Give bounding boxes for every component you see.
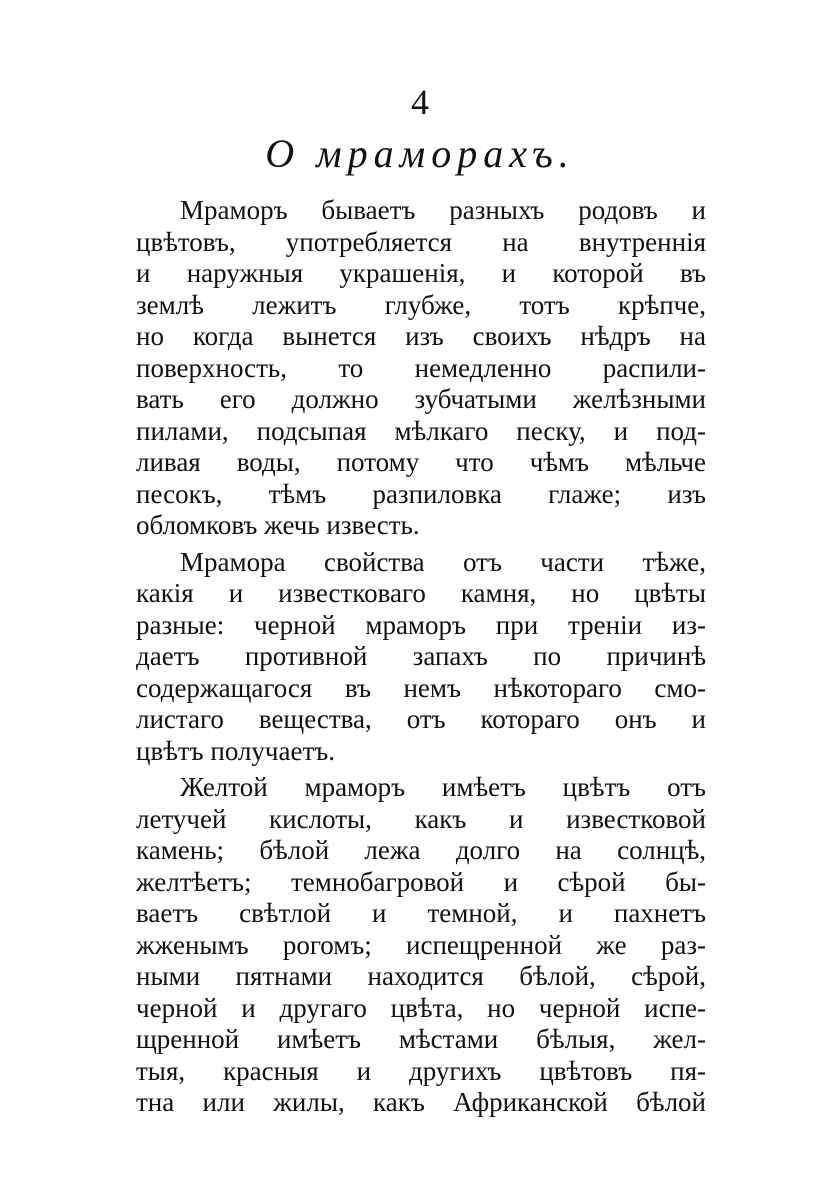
- body-text: [136, 195, 706, 1119]
- text-line: цвѣтовъ, употребляется на внутреннія: [136, 226, 706, 257]
- text-line: ливая воды, потому что чѣмъ мѣльче: [136, 447, 706, 477]
- text-line: желтѣетъ; темнобагровой и сѣрой бы-: [136, 866, 706, 897]
- text-line: жженымъ рогомъ; испещренной же раз-: [136, 929, 706, 960]
- text-line: вать его должно зубчатыми желѣзными: [136, 384, 706, 414]
- text-line: щренной имѣетъ мѣстами бѣлыя, жел-: [136, 1024, 706, 1054]
- page-number: 4: [411, 82, 429, 122]
- paragraph-1: [136, 195, 706, 542]
- text-line: тна или жилы, какъ Африканской бѣлой: [136, 1087, 706, 1117]
- text-line: но когда вынется изъ своихъ нѣдръ на: [136, 321, 706, 351]
- paragraph-3: [136, 772, 706, 1119]
- text-line: тыя, красныя и другихъ цвѣтовъ пя-: [136, 1055, 706, 1086]
- paragraph-2: [136, 547, 706, 768]
- text-line: летучей кислоты, какъ и известковой: [136, 803, 706, 834]
- text-line: даетъ противной запахъ по причинѣ: [136, 641, 706, 671]
- section-heading: О мраморахъ.: [265, 131, 575, 176]
- text-line: содержащагося въ немъ нѣкотораго смо-: [136, 672, 706, 703]
- text-line: ными пятнами находится бѣлой, сѣрой,: [136, 961, 706, 991]
- text-line: обломковъ жечь известь.: [136, 510, 420, 540]
- text-line: Мрамора свойства отъ части тѣже,: [180, 546, 706, 577]
- text-line: разные: черной мраморъ при треніи из-: [136, 609, 706, 640]
- text-line: пилами, подсыпая мѣлкаго песку, и под-: [136, 415, 706, 446]
- text-line: цвѣтъ получаетъ.: [136, 735, 335, 766]
- text-line: поверхность, то немедленно распили-: [136, 352, 706, 383]
- text-line: листаго вещества, отъ котораго онъ и: [136, 704, 706, 734]
- text-line: песокъ, тѣмъ разпиловка глаже; изъ: [136, 478, 706, 509]
- text-line: какія и известковаго камня, но цвѣты: [136, 578, 706, 608]
- text-line: черной и другаго цвѣта, но черной испе-: [136, 992, 706, 1023]
- text-line: камень; бѣлой лежа долго на солнцѣ,: [136, 835, 706, 865]
- text-line: Желтой мраморъ имѣетъ цвѣтъ отъ: [180, 772, 706, 802]
- text-line: и наружныя украшенія, и которой въ: [136, 258, 706, 288]
- text-line: Мраморъ бываетъ разныхъ родовъ и: [180, 195, 706, 225]
- text-line: ваетъ свѣтлой и темной, и пахнетъ: [136, 898, 706, 928]
- text-line: землѣ лежитъ глубже, тотъ крѣпче,: [136, 289, 706, 320]
